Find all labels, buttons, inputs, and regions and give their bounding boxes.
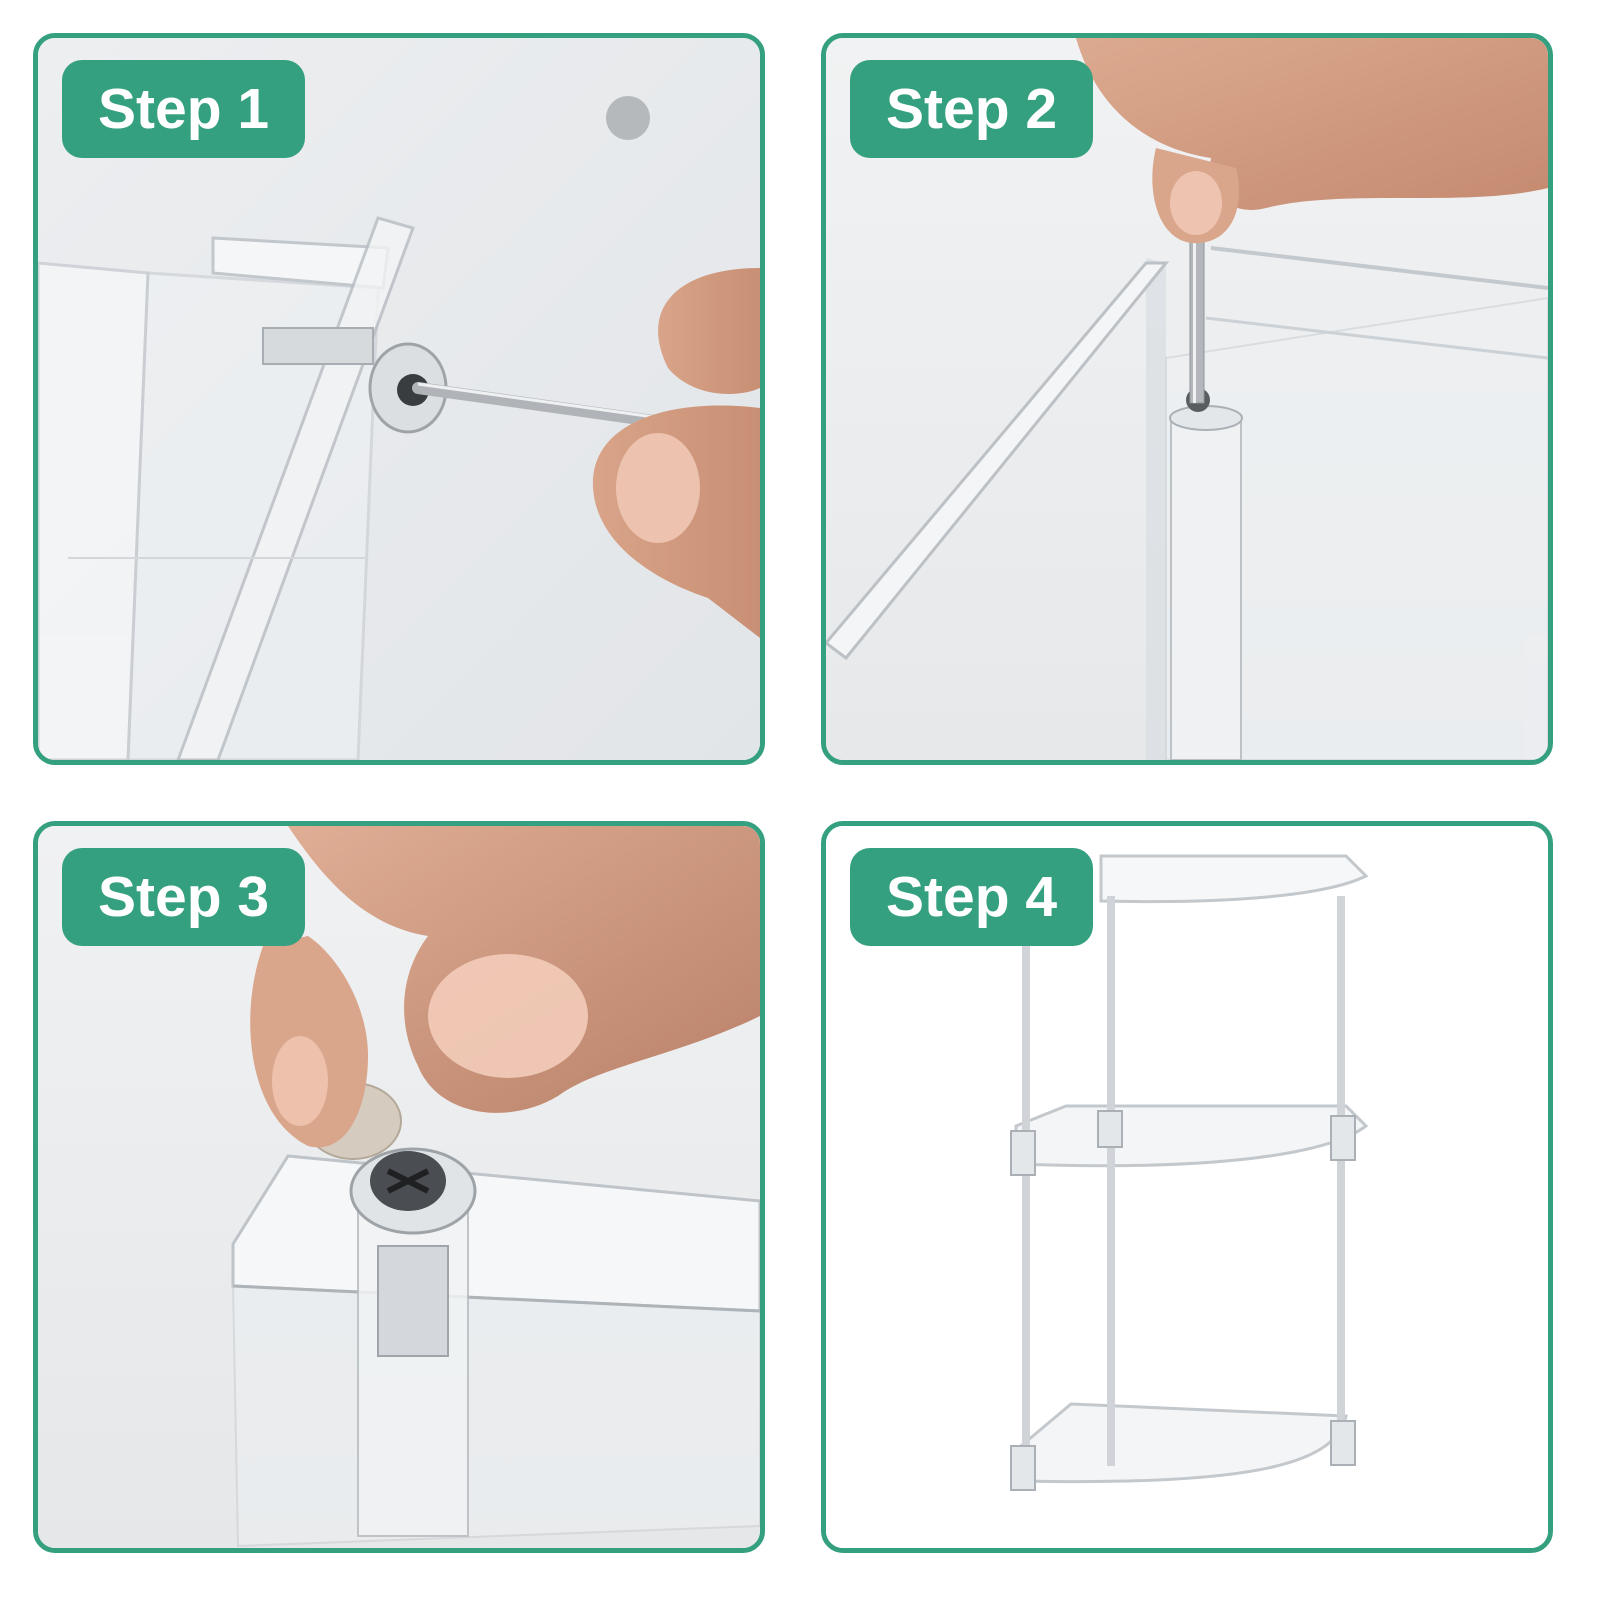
step-3-badge: Step 3	[62, 848, 305, 946]
step-1-badge: Step 1	[62, 60, 305, 158]
step-4-panel	[821, 821, 1553, 1553]
step-2-badge: Step 2	[850, 60, 1093, 158]
step-2-panel	[821, 33, 1553, 765]
step-4-badge: Step 4	[850, 848, 1093, 946]
step-3-panel	[33, 821, 765, 1553]
step-1-panel	[33, 33, 765, 765]
